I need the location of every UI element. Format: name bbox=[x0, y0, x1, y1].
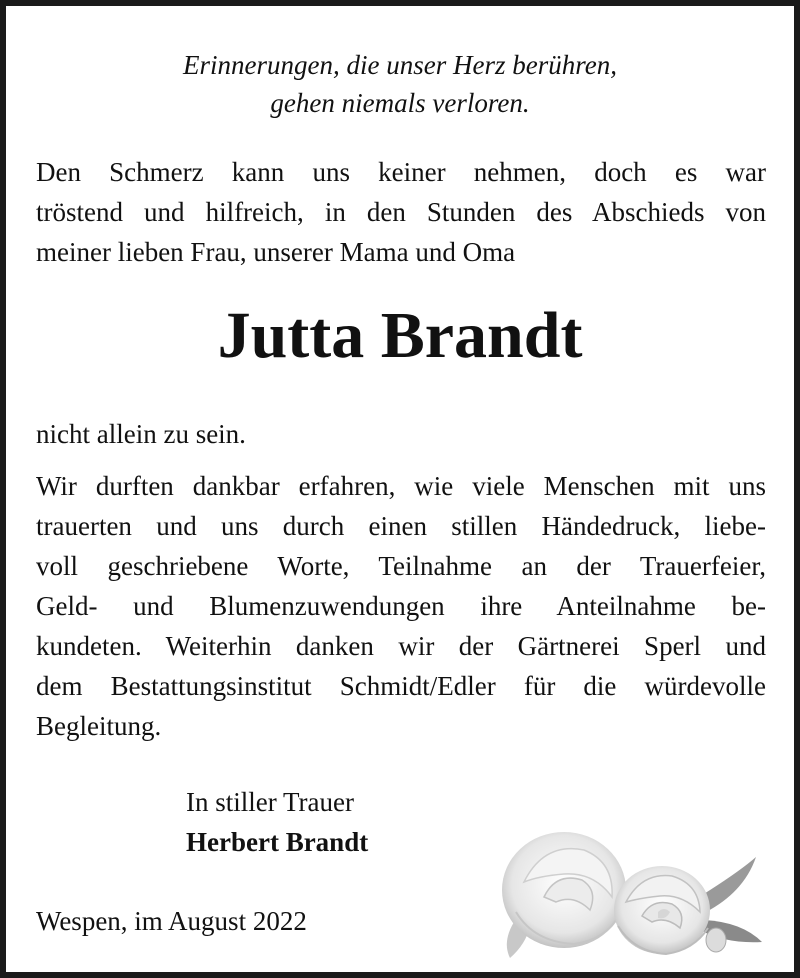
motto bbox=[6, 46, 794, 122]
motto-line-2: gehen niemals verloren. bbox=[270, 88, 530, 118]
obituary-notice bbox=[6, 6, 794, 972]
intro-line-1: Den Schmerz kann uns keiner nehmen, doch es war bbox=[36, 157, 766, 187]
mourning-label: In stiller Trauer bbox=[186, 787, 354, 817]
intro-line-3: meiner lieben Frau, unserer Mama und Oma bbox=[36, 237, 516, 267]
intro-line-2: tröstend und hilfreich, in den Stunden des Abschieds von bbox=[36, 197, 766, 227]
body-line: Begleitung. bbox=[36, 711, 162, 741]
body-line: voll geschriebene Worte, Teilnahme an der Trauerfeier, bbox=[36, 551, 766, 581]
body-line: Wir durften dankbar erfahren, wie viele Menschen mit uns bbox=[36, 471, 766, 501]
deceased-name: Jutta Brandt bbox=[217, 299, 583, 372]
motto-line-1: Erinnerungen, die unser Herz berühren, bbox=[183, 50, 617, 80]
mourning-signature bbox=[186, 782, 368, 862]
after-name-text: nicht allein zu sein. bbox=[36, 419, 246, 449]
body-line: dem Bestattungsinstitut Schmidt/Edler für die würdevolle bbox=[36, 671, 766, 701]
place-date: Wespen, im August 2022 bbox=[36, 906, 307, 936]
mourner-name: Herbert Brandt bbox=[186, 827, 369, 857]
body-line: trauerten und uns durch einen stillen Händedruck, liebe- bbox=[36, 511, 766, 541]
body-line: kundeten. Weiterhin danken wir der Gärtnerei Sperl und bbox=[36, 631, 766, 661]
intro-paragraph bbox=[36, 152, 766, 272]
thanks-paragraph bbox=[36, 466, 766, 746]
white-roses-icon bbox=[494, 802, 774, 962]
body-line: Geld- und Blumenzuwendungen ihre Anteilnahme be- bbox=[36, 591, 766, 621]
